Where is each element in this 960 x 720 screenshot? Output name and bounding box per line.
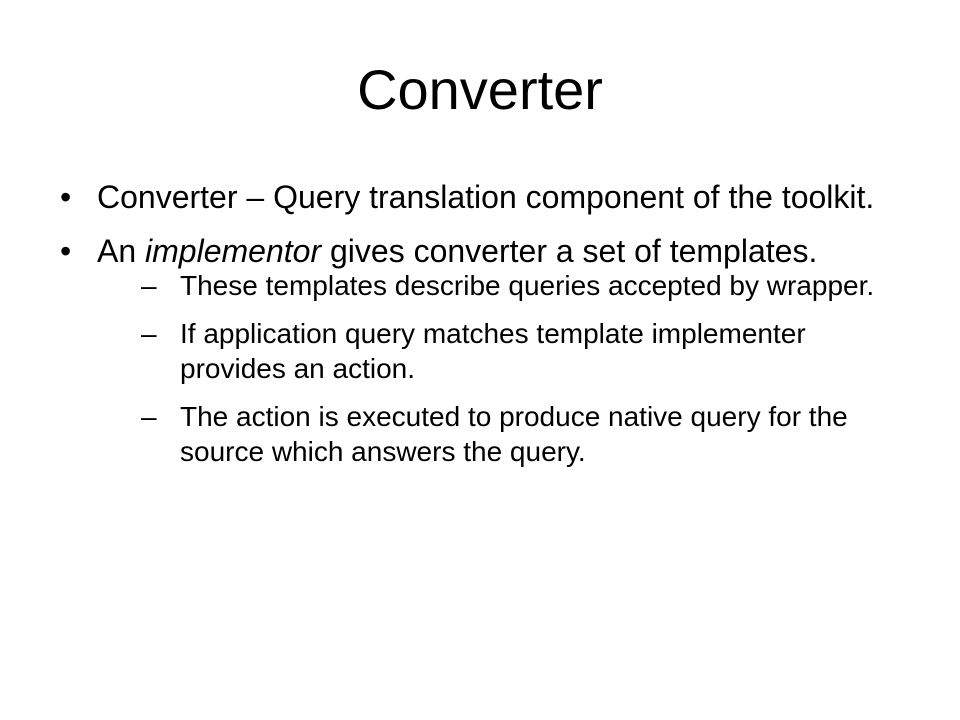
subbullet-text: The action is executed to produce native query for the source which answers the query. (180, 401, 848, 467)
bullet-text-after: gives converter a set of templates. (321, 233, 818, 269)
subbullet-query-matches-template (97, 316, 910, 386)
bullet-implementor-templates (60, 230, 910, 469)
bullet-text-before: An (97, 233, 146, 269)
bullet-text (97, 233, 817, 269)
slide-title: Converter (357, 58, 603, 121)
subbullet-text: These templates describe queries accepted by wrapper. (180, 270, 875, 301)
emphasized-term: implementor (145, 233, 322, 269)
bullet-list (60, 176, 910, 482)
bullet-mark: • (60, 179, 72, 215)
bullet-mark: • (60, 233, 72, 269)
bullet-converter-definition (60, 176, 910, 218)
subbullet-text: If application query matches template implementer provides an action. (180, 318, 806, 384)
bullet-text: Converter – Query translation component of the toolkit. (97, 179, 875, 215)
subbullet-mark: – (141, 401, 157, 432)
subbullet-mark: – (141, 318, 157, 349)
subbullet-action-executed (97, 399, 910, 469)
subbullet-templates-describe-queries (97, 268, 910, 303)
subbullet-list (97, 268, 910, 469)
subbullet-mark: – (141, 270, 157, 301)
